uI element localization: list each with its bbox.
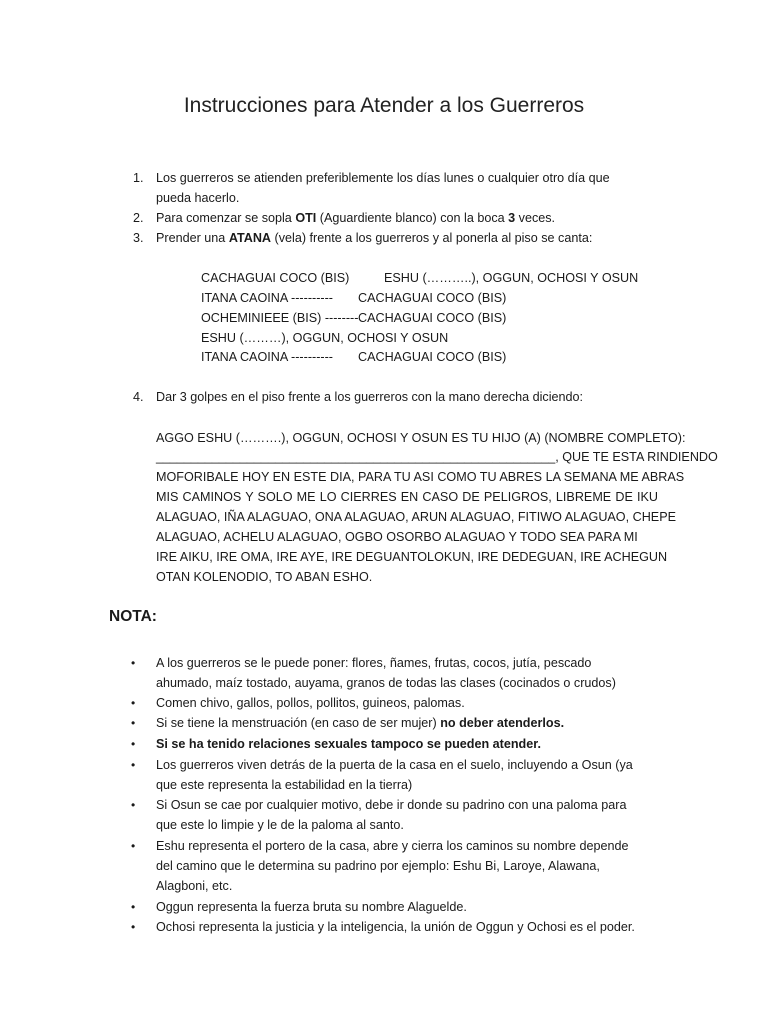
bullet-icon: • <box>131 737 136 751</box>
step-2-number: 2. <box>133 211 144 225</box>
prayer-line-2: _________________________________________________________, QUE TE ESTA RINDIENDO <box>156 450 718 464</box>
chant-line-1-right: ESHU (………..), OGGUN, OCHOSI Y OSUN <box>384 271 639 285</box>
step-4-text: Dar 3 golpes en el piso frente a los guerreros con la mano derecha diciendo: <box>156 390 584 404</box>
chant-line-3-right: CACHAGUAI COCO (BIS) <box>358 311 507 325</box>
note-7-line-2: del camino que le determina su padrino por ejemplo: Eshu Bi, Laroye, Alawana, <box>156 859 600 873</box>
prayer-line-1: AGGO ESHU (……….), OGGUN, OCHOSI Y OSUN ES TU HIJO (A) (NOMBRE COMPLETO): <box>156 431 686 445</box>
bullet-icon: • <box>131 758 136 772</box>
prayer-line-5: ALAGUAO, IÑA ALAGUAO, ONA ALAGUAO, ARUN ALAGUAO, FITIWO ALAGUAO, CHEPE <box>156 510 676 524</box>
note-6-line-1: Si Osun se cae por cualquier motivo, debe ir donde su padrino con una paloma para <box>156 798 627 812</box>
step-1-line-2: pueda hacerlo. <box>156 191 240 205</box>
step-2-text: Para comenzar se sopla OTI (Aguardiente blanco) con la boca 3 veces. <box>156 211 556 225</box>
prayer-line-3: MOFORIBALE HOY EN ESTE DIA, PARA TU ASI COMO TU ABRES LA SEMANA ME ABRAS <box>156 470 685 484</box>
document-title: Instrucciones para Atender a los Guerreros <box>183 94 585 117</box>
note-9: Ochosi representa la justicia y la inteligencia, la unión de Oggun y Ochosi es el poder. <box>156 920 635 934</box>
step-1-line-1: Los guerreros se atienden preferiblemente los días lunes o cualquier otro día que <box>156 171 610 185</box>
note-3: Si se tiene la menstruación (en caso de ser mujer) no deber atenderlos. <box>156 716 565 730</box>
bullet-icon: • <box>131 900 136 914</box>
bullet-icon: • <box>131 920 136 934</box>
step-1-number: 1. <box>133 171 144 185</box>
note-4: Si se ha tenido relaciones sexuales tampoco se pueden atender. <box>156 737 541 751</box>
prayer-line-7: IRE AIKU, IRE OMA, IRE AYE, IRE DEGUANTOLOKUN, IRE DEDEGUAN, IRE ACHEGUN <box>156 550 668 564</box>
note-5-line-2: que este representa la estabilidad en la tierra) <box>156 778 413 792</box>
step-4-number: 4. <box>133 390 144 404</box>
chant-line-1-left: CACHAGUAI COCO (BIS) <box>201 271 350 285</box>
note-1-line-1: A los guerreros se le puede poner: flores, ñames, frutas, cocos, jutía, pescado <box>156 656 592 670</box>
chant-line-2-right: CACHAGUAI COCO (BIS) <box>358 291 507 305</box>
note-2: Comen chivo, gallos, pollos, pollitos, guineos, palomas. <box>156 696 465 710</box>
prayer-line-6: ALAGUAO, ACHELU ALAGUAO, OGBO OSORBO ALAGUAO Y TODO SEA PARA MI <box>156 530 638 544</box>
bullet-icon: • <box>131 839 136 853</box>
chant-line-3-left: OCHEMINIEEE (BIS) -------- <box>201 311 359 325</box>
bullet-icon: • <box>131 716 136 730</box>
bullet-icon: • <box>131 798 136 812</box>
chant-line-5-right: CACHAGUAI COCO (BIS) <box>358 350 507 364</box>
nota-heading: NOTA: <box>109 608 157 625</box>
step-3-number: 3. <box>133 231 144 245</box>
prayer-line-8: OTAN KOLENODIO, TO ABAN ESHO. <box>156 570 373 584</box>
note-8: Oggun representa la fuerza bruta su nombre Alaguelde. <box>156 900 467 914</box>
note-1-line-2: ahumado, maíz tostado, auyama, granos de todas las clases (cocinados o crudos) <box>156 676 616 690</box>
bullet-icon: • <box>131 656 136 670</box>
note-7-line-3: Alagboni, etc. <box>156 879 233 893</box>
prayer-line-4: MIS CAMINOS Y SOLO ME LO CIERRES EN CASO DE PELIGROS, LIBREME DE IKU <box>156 490 658 504</box>
note-5-line-1: Los guerreros viven detrás de la puerta de la casa en el suelo, incluyendo a Osun (ya <box>156 758 633 772</box>
chant-line-2-left: ITANA CAOINA ---------- <box>201 291 333 305</box>
note-7-line-1: Eshu representa el portero de la casa, abre y cierra los caminos su nombre depende <box>156 839 629 853</box>
bullet-icon: • <box>131 696 136 710</box>
step-3-text: Prender una ATANA (vela) frente a los guerreros y al ponerla al piso se canta: <box>156 231 593 245</box>
chant-line-5-left: ITANA CAOINA ---------- <box>201 350 333 364</box>
note-6-line-2: que este lo limpie y le de la paloma al santo. <box>156 818 404 832</box>
chant-line-4: ESHU (………), OGGUN, OCHOSI Y OSUN <box>201 331 449 345</box>
